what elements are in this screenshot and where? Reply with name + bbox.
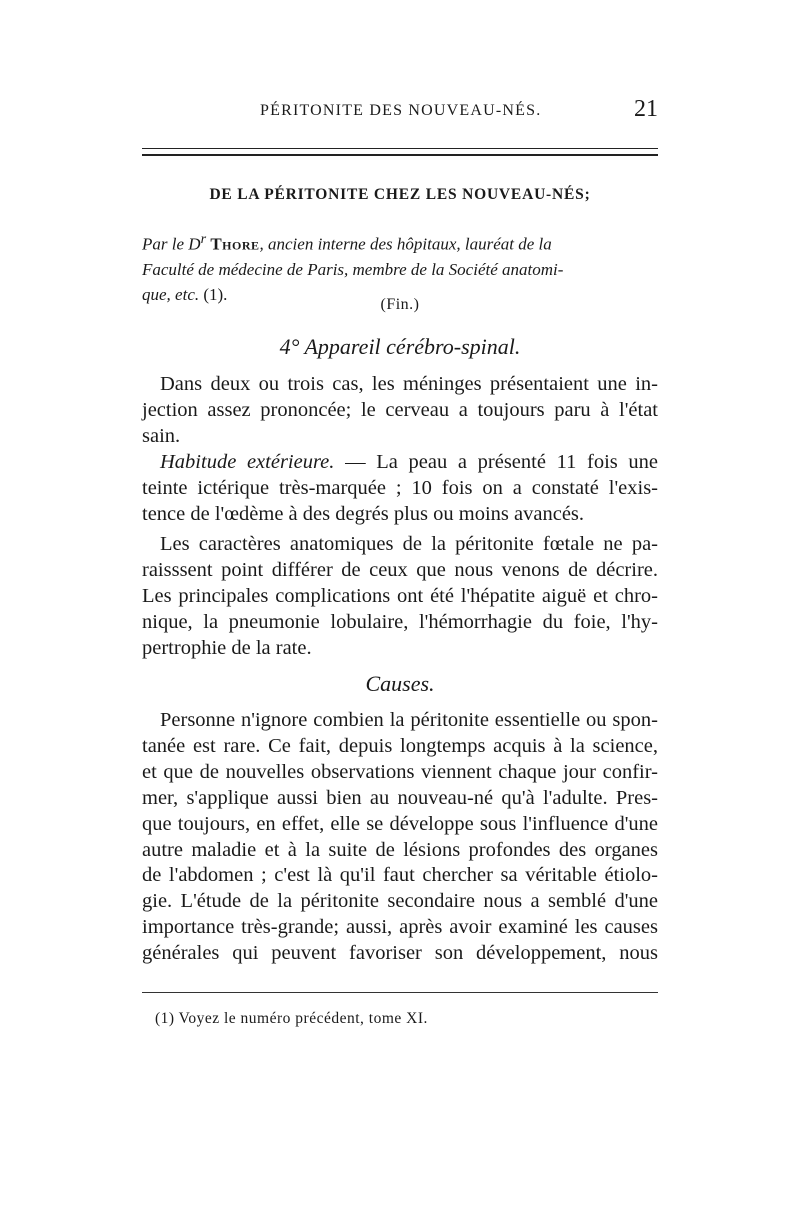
text-line: Les caractères anatomiques de la péritonite fœtale ne pa-: [160, 533, 658, 555]
text-line: importance très-grande; aussi, après avoir examiné les causes: [142, 916, 658, 939]
header-double-rule: [142, 148, 658, 156]
section-heading-cerebro-spinal: 4° Appareil cérébro-spinal.: [279, 334, 521, 359]
paragraph-causes: [142, 708, 658, 967]
running-title: PÉRITONITE DES NOUVEAU-NÉS.: [260, 102, 542, 119]
doctor-abbrev-superscript: r: [200, 231, 207, 247]
author-byline: [142, 227, 658, 307]
running-head: [142, 96, 658, 126]
text-line: teinte ictérique très-marquée ; 10 fois on a constaté l'exis-: [142, 476, 658, 499]
text-line: générales qui peuvent favoriser son développement, nous: [142, 942, 658, 965]
byline-line-2: Faculté de médecine de Paris, membre de la Société anatomi-: [142, 259, 564, 279]
byline-prefix: Par le: [142, 234, 189, 254]
text-line: de l'abdomen ; c'est là qu'il faut chercher sa véritable étiolo-: [142, 864, 658, 887]
text-line: mer, s'applique aussi bien au nouveau-né qu'à l'adulte. Pres-: [142, 786, 658, 809]
author-name: Thore: [210, 234, 260, 254]
paragraph-meninges: [142, 372, 658, 450]
text-line: [142, 450, 658, 476]
text-line: raisssent point différer de ceux que nous venons de décrire.: [142, 558, 658, 581]
footnote-rule: [142, 992, 658, 993]
footnote: (1) Voyez le numéro précédent, tome XI.: [155, 1010, 428, 1027]
byline-line-1-rest: , ancien interne des hôpitaux, lauréat de la: [259, 234, 552, 254]
text-line: que toujours, en effet, elle se développe sous l'influence d'une: [142, 812, 658, 835]
page-number: 21: [634, 96, 658, 122]
text-line: nique, la pneumonie lobulaire, l'hémorrhagie du foie, l'hy-: [142, 610, 658, 633]
text-line: sain.: [142, 424, 181, 447]
text-line: gie. L'étude de la péritonite secondaire nous a semblé d'une: [142, 890, 658, 913]
fin-note: (Fin.): [380, 296, 420, 313]
doctor-abbrev: D: [188, 234, 201, 254]
byline-line-3-text: que, etc.: [142, 284, 200, 304]
section-heading-causes: Causes.: [365, 671, 435, 696]
byline-line-1: [142, 227, 658, 257]
paragraph-habitude-exterieure: [142, 450, 658, 528]
paragraph-lead-rest: — La peau a présenté 11 fois une: [334, 451, 659, 473]
text-line: tanée est rare. Ce fait, depuis longtemps acquis à la science,: [142, 734, 658, 757]
text-line: Personne n'ignore combien la péritonite essentielle ou spon-: [160, 709, 658, 731]
text-line: Les principales complications ont été l'hépatite aiguë et chro-: [142, 584, 658, 607]
text-line: autre maladie et à la suite de lésions profondes des organes: [142, 838, 658, 861]
footnote-reference: (1).: [199, 284, 228, 304]
text-line: Dans deux ou trois cas, les méninges présentaient une in-: [160, 373, 658, 395]
text-line: jection assez prononcée; le cerveau a toujours paru à l'état: [142, 398, 658, 421]
article-title: DE LA PÉRITONITE CHEZ LES NOUVEAU-NÉS;: [209, 186, 591, 203]
paragraph-caracteres-anatomiques: [142, 532, 658, 662]
text-line: et que de nouvelles observations viennent chaque jour confir-: [142, 760, 658, 783]
text-line: pertrophie de la rate.: [142, 636, 312, 659]
paragraph-lead-italic: Habitude extérieure.: [160, 451, 335, 473]
text-line: tence de l'œdème à des degrés plus ou moins avancés.: [142, 502, 585, 525]
